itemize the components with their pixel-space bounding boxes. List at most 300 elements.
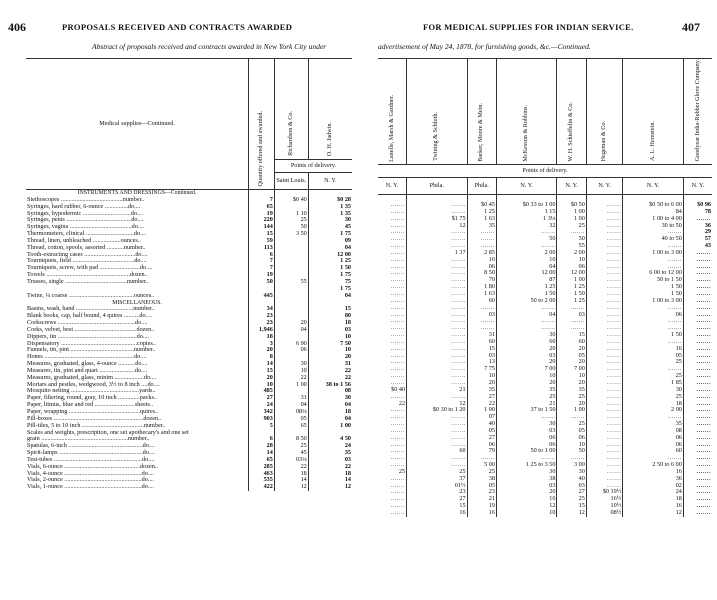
- col-header-bidder: McKesson & Robbins.: [496, 59, 557, 165]
- bid-cell: 04: [274, 327, 308, 334]
- delivery-point: N. Y.: [623, 178, 684, 195]
- bid-cell: 38: [496, 476, 557, 483]
- bid-cell: .......: [390, 365, 406, 373]
- bid-cell: 15: [407, 503, 468, 510]
- bid-cell: 2 00: [623, 407, 684, 414]
- bid-cell: 1 00: [467, 407, 496, 414]
- bid-cell: .......: [390, 317, 406, 325]
- bid-cell: 50 to 1 50: [623, 277, 684, 284]
- bid-cell: .......: [496, 414, 557, 421]
- bid-cell: .......: [586, 318, 623, 325]
- bid-cell: .......: [683, 469, 712, 476]
- bid-cell: 60: [407, 448, 468, 455]
- bid-cell: .......: [586, 236, 623, 243]
- bid-cell: .......: [683, 332, 712, 339]
- bid-cell: 60: [496, 339, 557, 346]
- bid-cell: .......: [390, 392, 406, 400]
- item-cell: Mosquito netting ............................................yards..: [27, 387, 156, 395]
- quantity-cell: 15: [249, 231, 275, 238]
- bid-cell: 1 00 to 3 00: [623, 250, 684, 257]
- item-cell: Syringes, hard rubber, 6-ounce ...............do....: [27, 202, 141, 210]
- bid-cell: .......: [407, 462, 468, 469]
- bid-cell: 10: [467, 373, 496, 380]
- bid-cell: .......: [390, 214, 406, 222]
- quantity-cell: 422: [249, 484, 275, 491]
- bid-cell: 25: [398, 467, 406, 475]
- bid-cell: 40: [557, 476, 586, 483]
- bid-cell: 35: [308, 450, 352, 457]
- bid-cell: .......: [683, 216, 712, 223]
- bid-cell: 7 00: [557, 366, 586, 373]
- bid-cell: 16½: [586, 496, 623, 503]
- bid-cell: .......: [683, 346, 712, 353]
- bid-cell: 27: [407, 496, 468, 503]
- table-row: [378, 483, 712, 490]
- table-row: [378, 387, 712, 394]
- bid-cell: 06: [623, 442, 684, 449]
- bid-cell: 16: [623, 346, 684, 353]
- bid-cell: 1 25: [557, 298, 586, 305]
- table-row: [378, 346, 712, 353]
- bid-cell: 29: [683, 229, 712, 236]
- item-cell: Tourniquets, field ........................................do....: [27, 257, 147, 265]
- bid-cell: [274, 252, 308, 259]
- bid-cell: 06: [623, 435, 684, 442]
- bid-cell: .......: [390, 207, 406, 215]
- quantity-cell: 7: [249, 258, 275, 265]
- bid-cell: 14: [308, 477, 352, 484]
- quantity-cell: 28: [249, 443, 275, 450]
- table-row: [26, 293, 352, 300]
- bid-cell: .......: [496, 229, 557, 236]
- bid-cell: [274, 238, 308, 245]
- bid-cell: .......: [586, 428, 623, 435]
- bid-cell: .......: [683, 401, 712, 408]
- bid-cell: .......: [586, 387, 623, 394]
- quantity-cell: 65: [249, 204, 275, 211]
- bid-cell: .......: [586, 216, 623, 223]
- bid-cell: 03: [496, 428, 557, 435]
- bid-cell: .......: [407, 298, 468, 305]
- bid-cell: 24: [623, 489, 684, 496]
- table-row: [378, 414, 712, 421]
- bid-cell: 27: [467, 394, 496, 401]
- bid-cell: 12: [623, 510, 684, 517]
- bid-cell: .......: [586, 223, 623, 230]
- bid-cell: 50 to 1 00: [496, 448, 557, 455]
- bid-cell: 03: [557, 312, 586, 319]
- item-cell: Syringes, hypodermic ...............................do....: [27, 209, 144, 217]
- bid-cell: .......: [407, 270, 468, 277]
- table-row: [378, 332, 712, 339]
- bid-cell: .......: [390, 378, 406, 386]
- bid-cell: 12: [407, 223, 468, 230]
- bid-cell: .......: [586, 373, 623, 380]
- bid-cell: 23: [407, 489, 468, 496]
- bid-cell: .......: [586, 346, 623, 353]
- bid-cell: 30: [274, 361, 308, 368]
- bid-cell: .......: [623, 257, 684, 264]
- item-cell: Paper, wrapping ..............................................quires..: [27, 408, 159, 415]
- bid-cell: 05: [467, 483, 496, 490]
- bid-cell: .......: [586, 243, 623, 250]
- bid-cell: .......: [390, 495, 406, 503]
- item-cell: Funnels, tin, pint .........................................number..: [27, 346, 156, 354]
- bid-cell: .......: [586, 359, 623, 366]
- table-row: [378, 435, 712, 442]
- quantity-cell: 5: [249, 423, 275, 430]
- table-row: [378, 394, 712, 401]
- bid-cell: .......: [467, 455, 496, 462]
- table-row: [378, 476, 712, 483]
- bid-cell: 30: [496, 469, 557, 476]
- bid-cell: 1 35: [308, 204, 352, 211]
- table-row: [26, 484, 352, 491]
- item-cell: Syringes, penis ..........................................do....: [27, 216, 144, 224]
- item-cell: Vials, 2-ounce ..................................................do....: [27, 476, 154, 484]
- bid-cell: 05: [623, 353, 684, 360]
- bid-cell: $0 50 to 6 00: [623, 202, 684, 209]
- bid-cell: 06: [557, 264, 586, 271]
- bid-cell: .......: [390, 351, 406, 359]
- bid-cell: .......: [683, 407, 712, 414]
- quantity-cell: 903: [249, 416, 275, 423]
- bid-cell: 12 00: [308, 252, 352, 259]
- bid-cell: .......: [496, 455, 557, 462]
- bid-cell: 8 50: [274, 436, 308, 443]
- bid-cell: 04: [308, 402, 352, 409]
- bid-cell: 27: [557, 489, 586, 496]
- bid-cell: .......: [586, 435, 623, 442]
- bid-cell: 25: [557, 223, 586, 230]
- bid-cell: 50: [496, 236, 557, 243]
- bid-cell: .......: [683, 394, 712, 401]
- item-cell: Measures, tin, pint and quart .......................do....: [27, 366, 148, 374]
- bid-cell: 20: [496, 359, 557, 366]
- bid-cell: .......: [407, 325, 468, 332]
- bid-cell: .......: [586, 257, 623, 264]
- bid-cell: .......: [407, 455, 468, 462]
- quantity-cell: 3: [249, 341, 275, 348]
- bid-cell: 43: [683, 243, 712, 250]
- bid-cell: 1 00: [274, 382, 308, 389]
- bid-cell: 10: [308, 347, 352, 354]
- bid-cell: .......: [407, 442, 468, 449]
- bid-cell: [274, 293, 308, 300]
- bid-cell: 6 00 to 12 00: [623, 270, 684, 277]
- bid-cell: .......: [407, 366, 468, 373]
- bid-cell: 12: [274, 484, 308, 491]
- bid-cell: .......: [467, 229, 496, 236]
- bid-cell: 10: [496, 373, 557, 380]
- bid-cell: .......: [683, 442, 712, 449]
- bid-cell: 84: [623, 209, 684, 216]
- bid-cell: .......: [586, 332, 623, 339]
- bid-cell: 8 50: [467, 270, 496, 277]
- bid-cell: 05: [467, 428, 496, 435]
- bid-cell: .......: [557, 325, 586, 332]
- quantity-cell: 144: [249, 224, 275, 231]
- bid-cell: 38 to 1 56: [308, 382, 352, 389]
- bid-cell: .......: [407, 339, 468, 346]
- bid-cell: 25: [496, 394, 557, 401]
- bid-cell: .......: [390, 509, 406, 517]
- bid-cell: 50: [557, 448, 586, 455]
- bid-cell: 25: [623, 394, 684, 401]
- bid-cell: .......: [683, 298, 712, 305]
- quantity-cell: 1,946: [249, 327, 275, 334]
- bid-cell: 65: [274, 423, 308, 430]
- bid-cell: [274, 265, 308, 272]
- bid-cell: 80: [308, 313, 352, 320]
- bid-cell: 16: [623, 503, 684, 510]
- delivery-point: N. Y.: [385, 181, 399, 189]
- bid-cell: .......: [683, 476, 712, 483]
- bid-cell: .......: [623, 339, 684, 346]
- bid-cell: .......: [407, 346, 468, 353]
- bid-cell: 03: [557, 483, 586, 490]
- bid-cell: .......: [390, 502, 406, 510]
- bid-cell: 12: [557, 510, 586, 517]
- bid-cell: .......: [557, 414, 586, 421]
- bid-cell: 20: [496, 380, 557, 387]
- bid-cell: 10½: [586, 503, 623, 510]
- bid-cell: .......: [586, 401, 623, 408]
- quantity-cell: 7: [249, 197, 275, 204]
- table-row: [378, 380, 712, 387]
- page-number-right: 407: [682, 20, 700, 34]
- col-header-bidder1: Richardson & Co.: [274, 59, 308, 160]
- bid-cell: 1 63: [467, 291, 496, 298]
- bid-cell: 12 00: [496, 270, 557, 277]
- bid-cell: .......: [683, 455, 712, 462]
- bid-cell: $0 45: [467, 202, 496, 209]
- bid-cell: .......: [683, 414, 712, 421]
- bid-cell: .......: [390, 433, 406, 441]
- bid-cell: 10: [557, 257, 586, 264]
- quantity-cell: 285: [249, 464, 275, 471]
- bid-cell: .......: [390, 290, 406, 298]
- bid-cell: 70: [467, 277, 496, 284]
- quantity-cell: 6: [249, 436, 275, 443]
- bid-cell: 16: [623, 469, 684, 476]
- bid-cell: 38: [467, 476, 496, 483]
- bid-cell: .......: [390, 481, 406, 489]
- bid-cell: 22: [398, 399, 406, 407]
- bid-cell: .......: [586, 421, 623, 428]
- bid-cell: 09: [308, 238, 352, 245]
- bid-cell: 10: [467, 257, 496, 264]
- bid-cell: 16: [407, 510, 468, 517]
- bid-cell: .......: [390, 454, 406, 462]
- item-cell: Tourniquets, screw, with pad ..........................do....: [27, 264, 153, 272]
- bid-cell: 5 00: [467, 462, 496, 469]
- bid-cell: .......: [586, 469, 623, 476]
- table-subheading-left: Abstract of proposals received and contracts awarded in New York City under: [92, 42, 327, 51]
- bid-cell: 04: [308, 293, 352, 300]
- bid-cell: .......: [586, 305, 623, 312]
- bid-cell: .......: [683, 435, 712, 442]
- bid-cell: 21: [496, 401, 557, 408]
- bid-cell: 1 25 to 3 50: [496, 462, 557, 469]
- bid-cell: .......: [496, 243, 557, 250]
- bid-cell: 20: [467, 380, 496, 387]
- bid-cell: 24: [308, 443, 352, 450]
- quantity-cell: 19: [249, 272, 275, 279]
- bid-cell: 21: [407, 387, 468, 394]
- item-cell: Tooth-extracting cases .................................do....: [27, 250, 148, 258]
- bid-cell: 22: [274, 464, 308, 471]
- delivery-point: N. Y.: [683, 178, 712, 195]
- quantity-cell: 59: [249, 238, 275, 245]
- item-cell: Spatulas, 6-inch ................................................do....: [27, 442, 156, 450]
- bid-cell: .......: [586, 407, 623, 414]
- bid-cell: 35: [623, 421, 684, 428]
- bid-cell: .......: [623, 243, 684, 250]
- bid-cell: 06: [274, 347, 308, 354]
- bid-cell: 7 75: [467, 366, 496, 373]
- bid-cell: 18: [308, 471, 352, 478]
- bid-cell: .......: [586, 448, 623, 455]
- bid-cell: .......: [467, 325, 496, 332]
- bid-cell: .......: [586, 202, 623, 209]
- bid-cell: .......: [623, 264, 684, 271]
- col-header-item: Medical supplies—Continued.: [99, 119, 175, 127]
- bid-cell: 08: [623, 428, 684, 435]
- points-of-delivery-right: Points of delivery.: [522, 166, 568, 174]
- bid-cell: 1 10: [274, 211, 308, 218]
- bid-cell: .......: [683, 489, 712, 496]
- left-table: [26, 58, 352, 491]
- bid-cell: 37: [407, 476, 468, 483]
- bid-cell: 30: [557, 469, 586, 476]
- bid-cell: 7 00: [496, 366, 557, 373]
- bid-cell: 10: [557, 373, 586, 380]
- quantity-cell: 20: [249, 375, 275, 382]
- bid-cell: 06: [467, 442, 496, 449]
- bid-cell: .......: [683, 250, 712, 257]
- bid-cell: .......: [683, 448, 712, 455]
- bid-cell: 04: [308, 416, 352, 423]
- bid-cell: 1 37: [407, 250, 468, 257]
- bid-cell: 06: [496, 442, 557, 449]
- bid-cell: .......: [623, 229, 684, 236]
- bid-cell: .......: [586, 462, 623, 469]
- bid-cell: 60: [467, 339, 496, 346]
- col-header-bidder2: O. H. Jadwin.: [308, 59, 352, 160]
- bid-cell: 06: [623, 312, 684, 319]
- bid-cell: .......: [557, 318, 586, 325]
- item-cell: Dispensatory .................................................copies..: [27, 339, 156, 347]
- table-row: [378, 305, 712, 312]
- bid-cell: .......: [683, 318, 712, 325]
- bid-cell: .......: [390, 262, 406, 270]
- bid-cell: 05: [557, 428, 586, 435]
- bid-cell: 10: [274, 368, 308, 375]
- quantity-cell: 7: [249, 265, 275, 272]
- bid-cell: 36: [683, 223, 712, 230]
- bid-cell: .......: [623, 325, 684, 332]
- quantity-cell: 50: [249, 279, 275, 286]
- bid-cell: 31: [467, 332, 496, 339]
- bid-cell: .......: [390, 235, 406, 243]
- bid-cell: .......: [390, 228, 406, 236]
- bid-cell: .......: [407, 277, 468, 284]
- col-header-bidder: Hegeman & Co.: [586, 59, 623, 165]
- table-row: [378, 496, 712, 503]
- bid-cell: 1 00: [557, 277, 586, 284]
- item-cell: Paper, filtering, round, gray, 10 inch ..............packs..: [27, 394, 157, 402]
- bid-cell: 16: [496, 496, 557, 503]
- item-cell: Thread, cotton, spools, assorted ...........number..: [27, 243, 146, 251]
- bid-cell: 22: [308, 375, 352, 382]
- bid-cell: .......: [407, 284, 468, 291]
- bid-cell: 08: [308, 388, 352, 395]
- table-row: [378, 257, 712, 264]
- bid-cell: [274, 306, 308, 313]
- item-cell: Trusses, single ........................................number..: [27, 277, 149, 285]
- bid-cell: $0 28: [308, 197, 352, 204]
- bid-cell: .......: [407, 380, 468, 387]
- bid-cell: 1 15: [496, 209, 557, 216]
- bid-cell: 04: [274, 402, 308, 409]
- bid-cell: .......: [586, 284, 623, 291]
- bid-cell: 20: [557, 346, 586, 353]
- bid-cell: 30: [623, 387, 684, 394]
- table-row: [378, 353, 712, 360]
- bid-cell: 20: [557, 359, 586, 366]
- bid-cell: .......: [683, 277, 712, 284]
- bid-cell: 25: [407, 469, 468, 476]
- bid-cell: 30: [308, 395, 352, 402]
- bid-cell: .......: [390, 372, 406, 380]
- quantity-cell: 535: [249, 477, 275, 484]
- bid-cell: .......: [586, 298, 623, 305]
- bid-cell: 37 to 1 50: [496, 407, 557, 414]
- bid-cell: 06: [467, 264, 496, 271]
- bid-cell: 18: [623, 496, 684, 503]
- table-row: [378, 489, 712, 496]
- bid-cell: 02: [623, 483, 684, 490]
- bid-cell: 25: [623, 373, 684, 380]
- bid-cell: 45: [308, 224, 352, 231]
- quantity-cell: 34: [249, 306, 275, 313]
- bid-cell: 31: [274, 395, 308, 402]
- bid-cell: .......: [390, 269, 406, 277]
- bid-cell: 1 75: [308, 286, 352, 293]
- bid-cell: 1 50: [623, 284, 684, 291]
- bid-cell: $0 40: [391, 385, 406, 393]
- bid-cell: .......: [683, 257, 712, 264]
- bid-cell: .......: [390, 358, 406, 366]
- item-cell: Test-tubes .........................................................do....: [27, 455, 155, 463]
- bid-cell: .......: [407, 318, 468, 325]
- bid-cell: 20: [557, 380, 586, 387]
- bid-cell: $0 50: [557, 202, 586, 209]
- bid-cell: 4 50: [308, 436, 352, 443]
- bid-cell: 07: [467, 414, 496, 421]
- bid-cell: .......: [390, 426, 406, 434]
- bid-cell: 3 50: [274, 231, 308, 238]
- bid-cell: 1 00 to 4 00: [623, 216, 684, 223]
- bid-cell: 22: [467, 401, 496, 408]
- right-page: [370, 0, 717, 600]
- bid-cell: .......: [407, 291, 468, 298]
- bid-cell: 1 25: [308, 258, 352, 265]
- bid-cell: 30 to 50: [623, 223, 684, 230]
- bid-cell: .......: [467, 318, 496, 325]
- bid-cell: .......: [586, 277, 623, 284]
